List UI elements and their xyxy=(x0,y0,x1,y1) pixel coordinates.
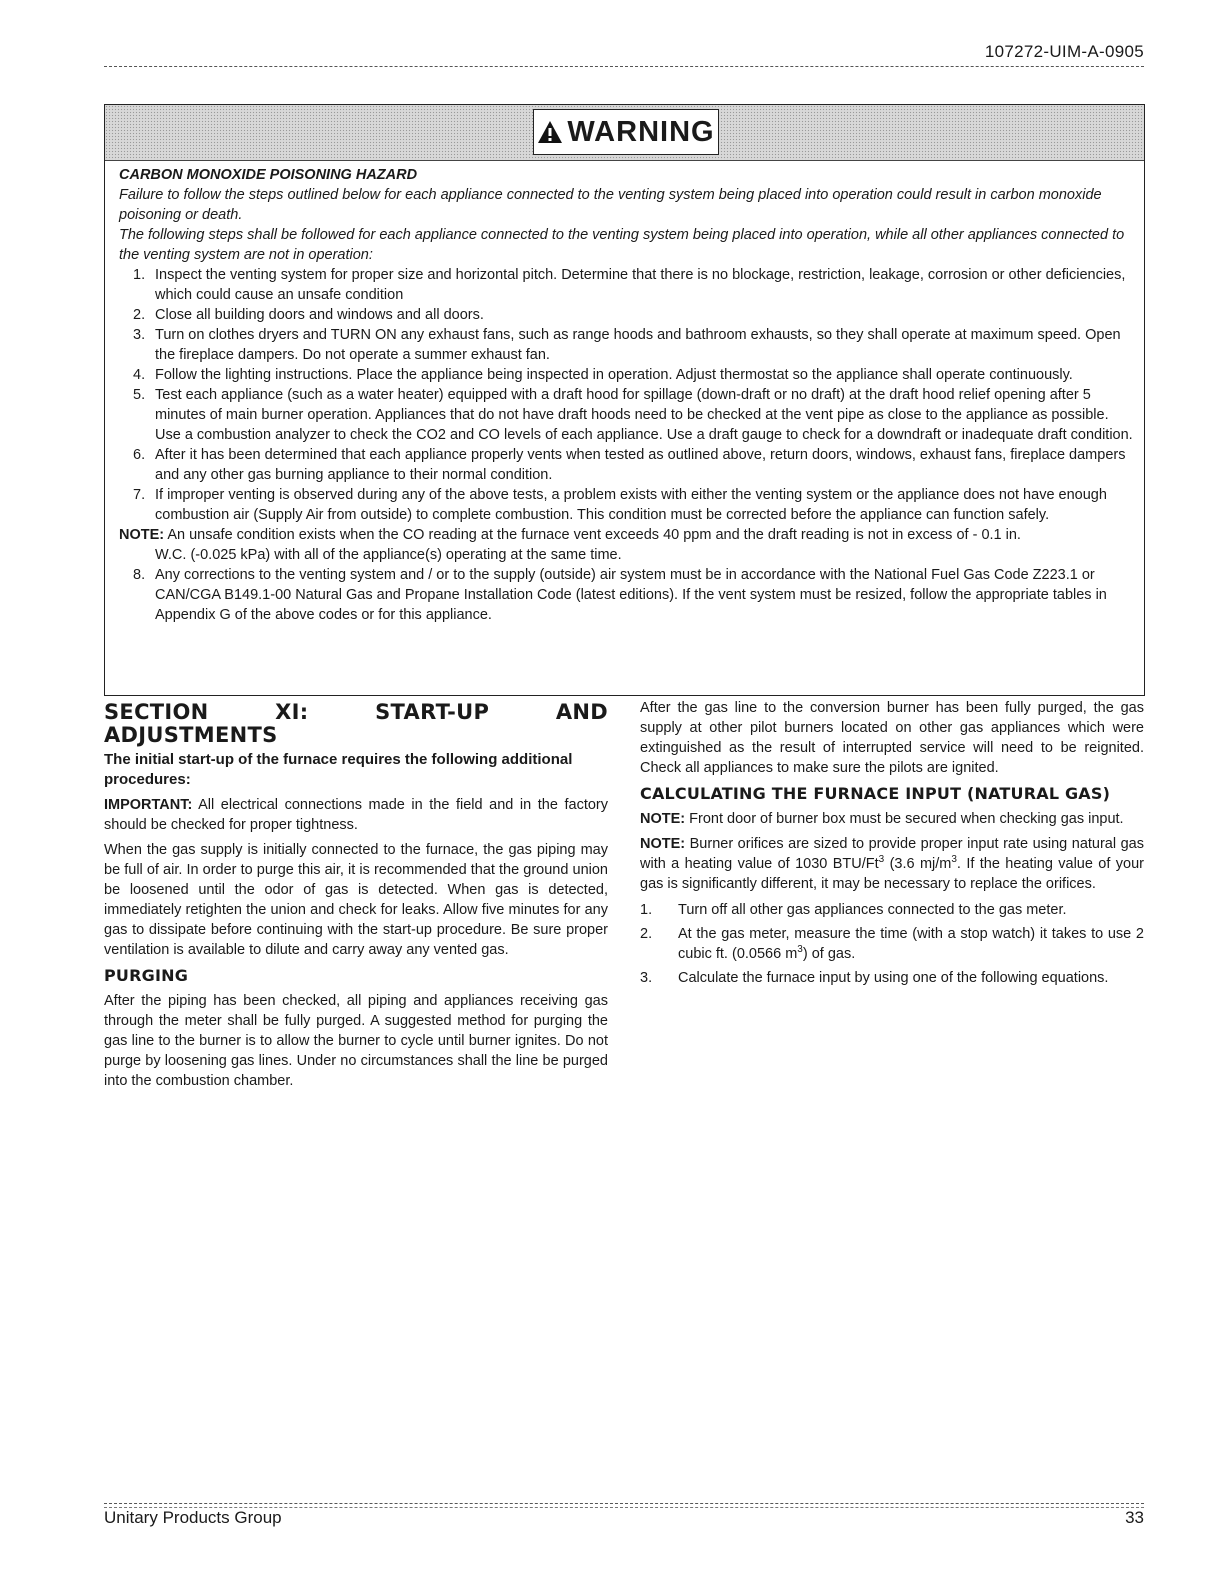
warning-steps xyxy=(119,265,1134,525)
header-rule xyxy=(104,66,1144,67)
warning-note xyxy=(119,525,1134,545)
step-text: Test each appliance (such as a water heater) equipped with a draft hood for spillage (down-draft or no draft) at the draft hood relief opening after 5 minutes of main burner operation. Appliances that do not have draft hoods need to be checked at the vent pipe as close to the appliance as possible. Use a combustion analyzer to check the CO2 and CO levels of each appliance. Use a draft gauge to check for a downdraft or inadequate draft condition. xyxy=(155,387,1133,443)
step-text: If improper venting is observed during any of the above tests, a problem exists with either the venting system or the appliance does not have enough combustion air (Supply Air from outside) to complete combustion. This condition must be corrected before the appliance can function safely. xyxy=(155,487,1107,523)
warning-step xyxy=(119,365,1134,385)
warning-body xyxy=(105,161,1144,625)
important-label: IMPORTANT: xyxy=(104,797,193,813)
calc-step xyxy=(640,900,1144,920)
warning-step xyxy=(119,445,1134,485)
document-id: 107272-UIM-A-0905 xyxy=(984,42,1144,61)
purging-paragraph: After the piping has been checked, all piping and appliances receiving gas through the meter shall be fully purged. A suggested method for purging the gas line to the burner is to allow the burner to cycle until burner ignites. Do not purge by loosening gas lines. Under no circumstances shall the line be purged into the combustion chamber. xyxy=(104,993,608,1089)
hazard-title: CARBON MONOXIDE POISONING HAZARD xyxy=(119,167,418,183)
important-paragraph xyxy=(104,795,608,835)
superscript: 3 xyxy=(878,854,885,866)
section-title: SECTION XI: START-UP AND ADJUSTMENTS xyxy=(104,700,608,747)
step-number: 8. xyxy=(133,567,146,583)
warning-intro-2: The following steps shall be followed for each appliance connected to the venting system being placed into operation, while all other appliances connected to the venting system are not in operation: xyxy=(119,227,1125,263)
note-label: NOTE: xyxy=(640,811,686,827)
warning-triangle-icon xyxy=(537,120,563,144)
purging-heading: PURGING xyxy=(104,966,189,985)
note-label: NOTE: xyxy=(640,836,686,852)
step-number: 1. xyxy=(133,267,146,283)
warning-step xyxy=(119,305,1134,325)
section-subtitle: The initial start-up of the furnace requires the following additional procedures: xyxy=(104,751,573,788)
superscript: 3 xyxy=(951,854,957,866)
step-text: Close all building doors and windows and all doors. xyxy=(155,307,484,323)
step-text: At the gas meter, measure the time (with a stop watch) it takes to use 2 cubic ft. (0.0566 m xyxy=(678,926,1144,962)
warning-step xyxy=(119,325,1134,365)
warning-step xyxy=(119,265,1134,305)
step-text: Calculate the furnace input by using one of the following equations. xyxy=(678,970,1109,986)
warning-steps-continued xyxy=(119,565,1134,625)
warning-intro-1: Failure to follow the steps outlined below for each appliance connected to the venting system being placed into operation could result in carbon monoxide poisoning or death. xyxy=(119,187,1102,223)
step-number: 3. xyxy=(133,327,146,343)
step-text: Any corrections to the venting system and / or to the supply (outside) air system must be in accordance with the National Fuel Gas Code Z223.1 or CAN/CGA B149.1-00 Natural Gas and Propane Installation Code (latest editions). If the vent system must be resized, follow the appropriate tables in Appendix G of the above codes or for this appliance. xyxy=(155,567,1107,623)
step-number: 2. xyxy=(640,926,653,942)
warning-step xyxy=(119,565,1134,625)
superscript: 3 xyxy=(797,944,803,956)
warning-label xyxy=(533,109,719,155)
step-number: 3. xyxy=(640,970,653,986)
calc-steps xyxy=(640,900,1144,988)
note-front-door xyxy=(640,809,1144,829)
warning-step xyxy=(119,485,1134,525)
note-orifices xyxy=(640,834,1144,894)
warning-box xyxy=(104,104,1145,696)
step-text: Turn on clothes dryers and TURN ON any exhaust fans, such as range hoods and bathroom exhausts, so they shall operate at maximum speed. Open the fireplace dampers. Do not operate a summer exhaust fan. xyxy=(155,327,1121,363)
step-number: 4. xyxy=(133,367,146,383)
warning-note-continued: W.C. (-0.025 kPa) with all of the appliance(s) operating at the same time. xyxy=(155,547,622,563)
note-text: Front door of burner box must be secured when checking gas input. xyxy=(689,811,1124,827)
step-number: 6. xyxy=(133,447,146,463)
right-column xyxy=(640,698,1144,992)
step-number: 1. xyxy=(640,902,653,918)
left-column xyxy=(104,698,608,1091)
calc-input-heading: CALCULATING THE FURNACE INPUT (NATURAL GAS) xyxy=(640,784,1111,803)
important-text: All electrical connections made in the field and in the factory should be checked for proper tightness. xyxy=(104,797,608,833)
step-number: 7. xyxy=(133,487,146,503)
warning-step xyxy=(119,385,1134,445)
step-text-end: ) of gas. xyxy=(802,946,856,962)
step-number: 5. xyxy=(133,387,146,403)
gas-supply-paragraph: When the gas supply is initially connected to the furnace, the gas piping may be full of air. In order to purge this air, it is recommended that the ground union be loosened until the odor of gas is detected. When gas is detected, immediately retighten the union and check for leaks. Allow five minutes for any gas to dissipate before continuing with the start-up procedure. Be sure proper ventilation is available to dilute and carry away any vented gas. xyxy=(104,842,608,958)
calc-step xyxy=(640,924,1144,964)
note-text-b: (3.6 mj/m xyxy=(884,856,952,872)
reignite-paragraph: After the gas line to the conversion burner has been fully purged, the gas supply at other pilot burners located on other gas appliances which were extinguished as the result of interrupted service will need to be reignited. Check all appliances to make sure the pilots are ignited. xyxy=(640,700,1144,776)
calc-step xyxy=(640,968,1144,988)
warning-banner xyxy=(105,105,1144,161)
step-text: Turn off all other gas appliances connected to the gas meter. xyxy=(678,902,1067,918)
note-label: NOTE: xyxy=(119,527,165,543)
step-text: Inspect the venting system for proper size and horizontal pitch. Determine that there is no blockage, restriction, leakage, corrosion or other deficiencies, which could cause an unsafe condition xyxy=(155,267,1126,303)
note-text: An unsafe condition exists when the CO reading at the furnace vent exceeds 40 ppm and the draft reading is not in excess of - 0.1 in. xyxy=(167,527,1021,543)
footer-rule xyxy=(104,1503,1144,1504)
page-number: 33 xyxy=(1125,1508,1144,1527)
note-text-a: Burner orifices are sized to provide proper input rate using natural gas with a heating value of 1030 BTU/Ft xyxy=(640,836,1144,872)
footer-company: Unitary Products Group xyxy=(104,1508,282,1527)
step-text: After it has been determined that each appliance properly vents when tested as outlined above, return doors, windows, exhaust fans, fireplace dampers and any other gas burning appliance to their normal condition. xyxy=(155,447,1126,483)
note-text-c: . If the heating value of your gas is significantly different, it may be necessary to replace the orifices. xyxy=(640,856,1144,892)
step-text: Follow the lighting instructions. Place the appliance being inspected in operation. Adjust thermostat so the appliance shall operate continuously. xyxy=(155,367,1073,383)
warning-text: WARNING xyxy=(567,115,715,148)
step-number: 2. xyxy=(133,307,146,323)
